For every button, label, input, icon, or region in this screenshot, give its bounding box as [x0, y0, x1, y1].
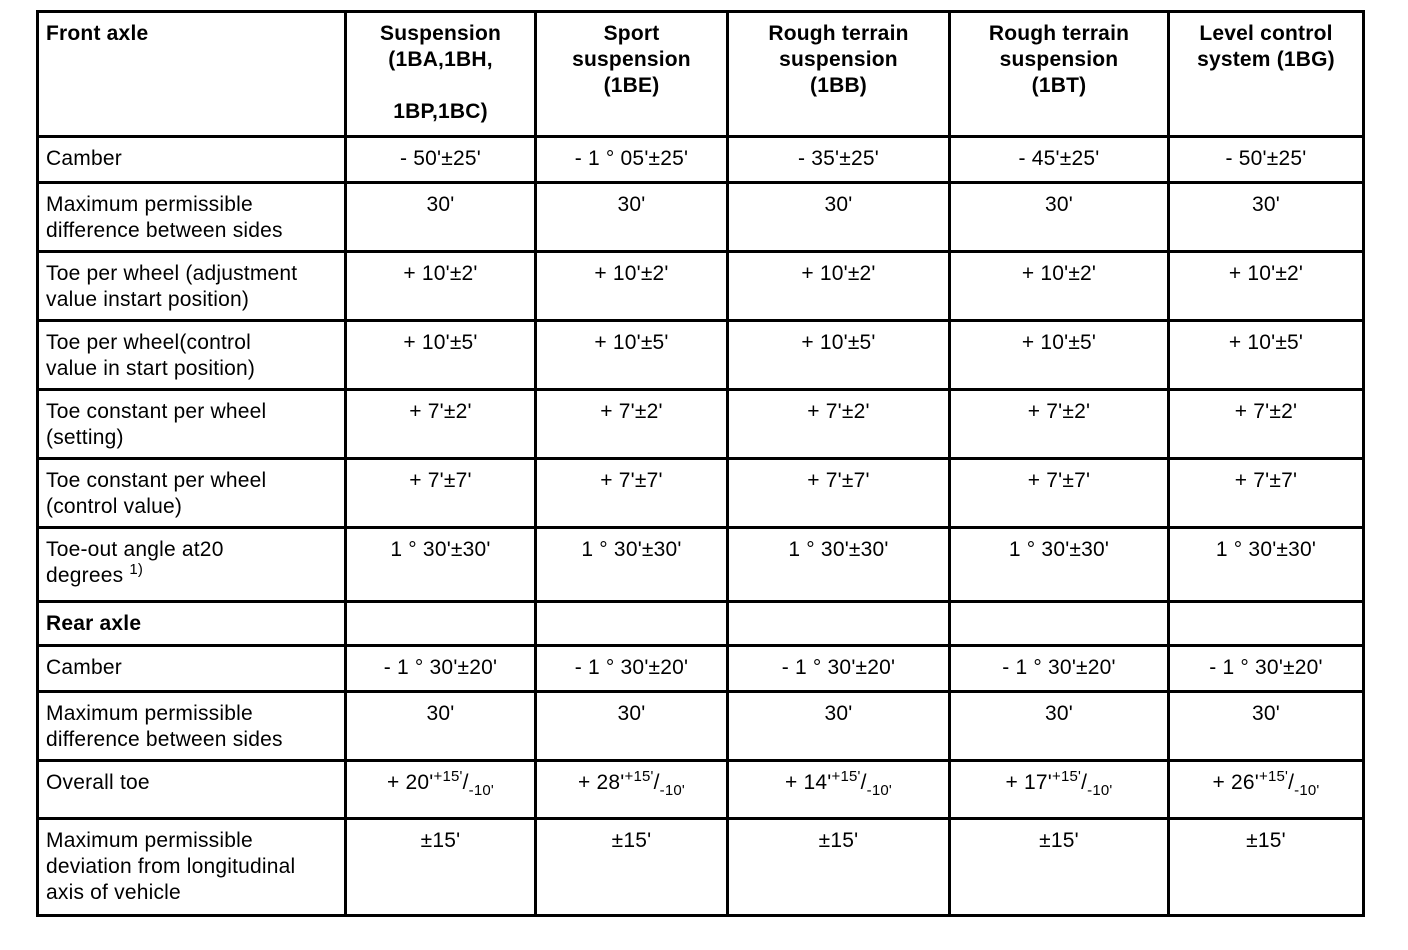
header-suspension: Suspension (1BA,1BH, 1BP,1BC)	[346, 12, 536, 137]
cell-value: + 7'±7'	[346, 459, 536, 528]
cell-value: + $26'^{+15'}/_{-10'}$	[1169, 761, 1364, 819]
row-label: Maximum permissible difference between sides	[38, 692, 346, 761]
table-row	[38, 692, 1364, 761]
row-label: Toe per wheel (adjustment value instart position)	[38, 252, 346, 321]
cell-value: - 1 ° 30'±20'	[536, 646, 728, 692]
footnote-marker: 1)	[129, 561, 144, 578]
cell-value: + 10'±2'	[346, 252, 536, 321]
row-label: Overall toe	[38, 761, 346, 819]
empty-cell	[346, 602, 536, 646]
table-row	[38, 459, 1364, 528]
cell-value: + $28'^{+15'}/_{-10'}$	[536, 761, 728, 819]
cell-value: + 10'±2'	[728, 252, 950, 321]
table-row	[38, 761, 1364, 819]
cell-value: + $20'^{+15'}/_{-10'}$	[346, 761, 536, 819]
cell-value: + 10'±5'	[1169, 321, 1364, 390]
cell-value: 30'	[728, 692, 950, 761]
section-label: Rear axle	[38, 602, 346, 646]
cell-value: ±15'	[346, 819, 536, 916]
cell-value: + 7'±7'	[728, 459, 950, 528]
cell-value: 30'	[346, 692, 536, 761]
row-label: Toe-out angle at20 degrees $^{1)}$	[38, 528, 346, 602]
cell-value: + 7'±7'	[1169, 459, 1364, 528]
cell-value: + $17'^{+15'}/_{-10'}$	[950, 761, 1169, 819]
row-label: Camber	[38, 646, 346, 692]
cell-value: + 7'±2'	[1169, 390, 1364, 459]
cell-value: 30'	[536, 692, 728, 761]
cell-value: - 35'±25'	[728, 137, 950, 183]
table-row	[38, 390, 1364, 459]
cell-value: - 1 ° 05'±25'	[536, 137, 728, 183]
cell-value: + 7'±2'	[728, 390, 950, 459]
cell-value: + 7'±2'	[950, 390, 1169, 459]
cell-value: - 50'±25'	[346, 137, 536, 183]
cell-value: ±15'	[1169, 819, 1364, 916]
header-front-axle: Front axle	[38, 12, 346, 137]
cell-value: - 1 ° 30'±20'	[1169, 646, 1364, 692]
cell-value: - 50'±25'	[1169, 137, 1364, 183]
cell-value: 30'	[536, 183, 728, 252]
header-level-control: Level control system (1BG)	[1169, 12, 1364, 137]
cell-value: 1 ° 30'±30'	[346, 528, 536, 602]
cell-value: ±15'	[728, 819, 950, 916]
row-label: Maximum permissible difference between sides	[38, 183, 346, 252]
empty-cell	[536, 602, 728, 646]
empty-cell	[950, 602, 1169, 646]
cell-value: 1 ° 30'±30'	[728, 528, 950, 602]
cell-value: - 1 ° 30'±20'	[950, 646, 1169, 692]
table-row	[38, 252, 1364, 321]
cell-value: - 1 ° 30'±20'	[728, 646, 950, 692]
table-row	[38, 321, 1364, 390]
section-row-rear-axle	[38, 602, 1364, 646]
table-row	[38, 819, 1364, 916]
cell-value: 30'	[1169, 692, 1364, 761]
cell-value: + 10'±2'	[950, 252, 1169, 321]
cell-value: 30'	[728, 183, 950, 252]
cell-value: 1 ° 30'±30'	[536, 528, 728, 602]
header-row	[38, 12, 1364, 137]
header-sport-suspension: Sport suspension (1BE)	[536, 12, 728, 137]
cell-value: + 10'±2'	[536, 252, 728, 321]
cell-value: - 45'±25'	[950, 137, 1169, 183]
header-rough-terrain-1bb: Rough terrain suspension (1BB)	[728, 12, 950, 137]
cell-value: - 1 ° 30'±20'	[346, 646, 536, 692]
cell-value: + 10'±5'	[346, 321, 536, 390]
cell-value: + 10'±5'	[728, 321, 950, 390]
row-label: Toe constant per wheel (control value)	[38, 459, 346, 528]
cell-value: + 10'±5'	[950, 321, 1169, 390]
cell-value: 30'	[346, 183, 536, 252]
cell-value: + 7'±2'	[536, 390, 728, 459]
row-label: Toe constant per wheel (setting)	[38, 390, 346, 459]
table-row	[38, 646, 1364, 692]
cell-value: 1 ° 30'±30'	[1169, 528, 1364, 602]
cell-value: + 7'±2'	[346, 390, 536, 459]
table-row	[38, 528, 1364, 602]
cell-value: 1 ° 30'±30'	[950, 528, 1169, 602]
cell-value: 30'	[950, 692, 1169, 761]
cell-value: + 10'±5'	[536, 321, 728, 390]
cell-value: ±15'	[536, 819, 728, 916]
cell-value: 30'	[950, 183, 1169, 252]
cell-value: + 10'±2'	[1169, 252, 1364, 321]
cell-value: 30'	[1169, 183, 1364, 252]
cell-value: ±15'	[950, 819, 1169, 916]
cell-value: + 7'±7'	[536, 459, 728, 528]
row-label: Maximum permissible deviation from longitudinal axis of vehicle	[38, 819, 346, 916]
table-row	[38, 137, 1364, 183]
row-label: Camber	[38, 137, 346, 183]
table-row	[38, 183, 1364, 252]
cell-value: + 7'±7'	[950, 459, 1169, 528]
wheel-alignment-table	[36, 10, 1365, 917]
header-rough-terrain-1bt: Rough terrain suspension (1BT)	[950, 12, 1169, 137]
row-label: Toe per wheel(control value in start position)	[38, 321, 346, 390]
empty-cell	[1169, 602, 1364, 646]
cell-value: + $14'^{+15'}/_{-10'}$	[728, 761, 950, 819]
empty-cell	[728, 602, 950, 646]
